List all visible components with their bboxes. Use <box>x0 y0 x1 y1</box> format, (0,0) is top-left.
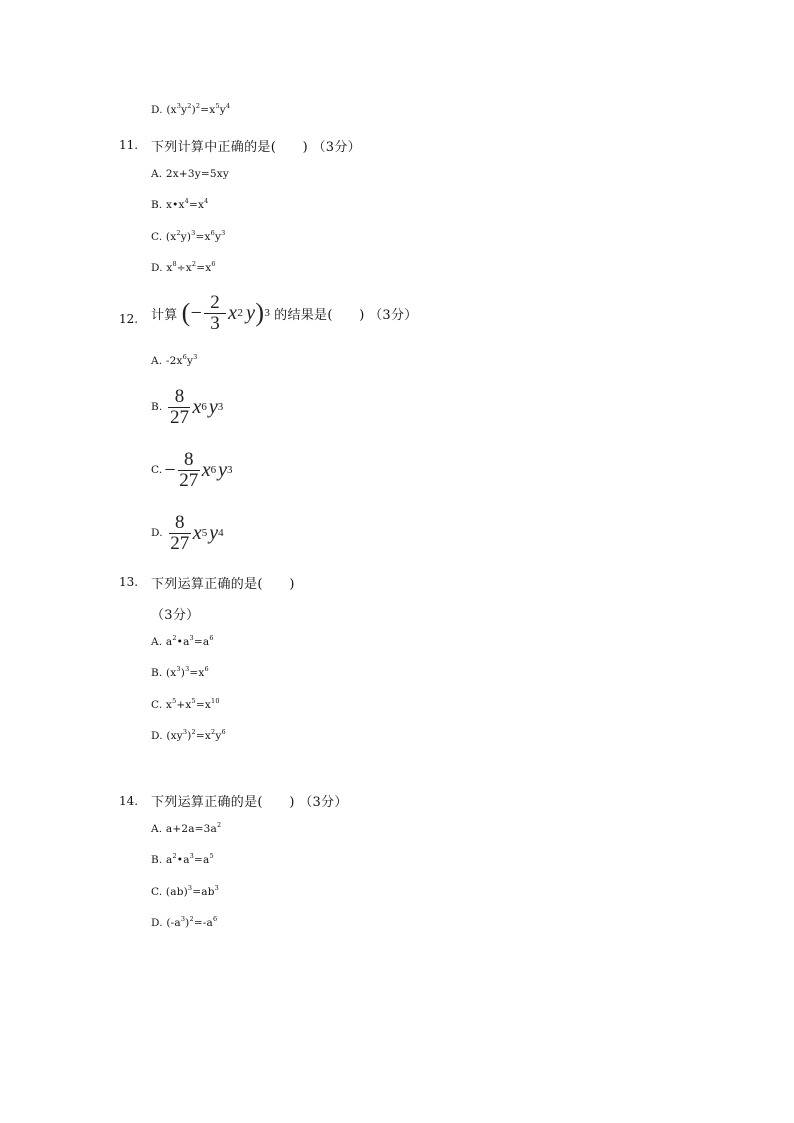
q14-option-a: A. $a+2a=3a^2$ <box>151 821 222 835</box>
q11-number: 11. <box>119 138 139 152</box>
q13-score: （3分） <box>151 608 200 623</box>
q14-option-c: C. $(ab)^3=ab^3$ <box>151 884 219 898</box>
q11-option-c: C. $(x^2y)^3=x^6y^3$ <box>151 229 226 243</box>
q12-expression: ( − $\frac{2}{3}$ x 2 y ) 3 <box>181 291 271 334</box>
q14-stem: 下列运算正确的是( ) （3分） <box>151 795 348 810</box>
q11-option-b: B. $x•x^4=x^4$ <box>151 197 209 211</box>
q10-option-d: D. $(x^3y^2)^2=x^5y^4$ <box>151 102 231 116</box>
q12-option-d: D. $\frac{8}{27}$ x 5 y 4 <box>151 511 224 554</box>
q13-stem: 下列运算正确的是( ) <box>151 577 295 592</box>
q13-option-a: A. $a^2•a^3=a^6$ <box>151 634 214 648</box>
q11-option-d: D. $x^8\div x^2=x^6$ <box>151 260 216 274</box>
q14-number: 14. <box>119 794 139 808</box>
q12-option-c: C. − $\frac{8}{27}$ x 6 y 3 <box>151 448 233 491</box>
q14-option-b: B. $a^2•a^3=a^5$ <box>151 852 214 866</box>
q13-option-d: D. $(xy^3)^2=x^2y^6$ <box>151 728 226 742</box>
q12-number: 12. <box>119 312 139 326</box>
q11-stem: 下列计算中正确的是( ) （3分） <box>151 140 361 155</box>
q12-fraction: $\frac{2}{3}$ <box>204 293 226 334</box>
q14-option-d: D. $(-a^3)^2=-a^6$ <box>151 915 218 929</box>
q13-option-b: B. $(x^3)^3=x^6$ <box>151 665 209 679</box>
q13-option-c: C. $x^5+x^5=x^{10}$ <box>151 697 220 711</box>
q12-option-a: A. $-2x^6y^3$ <box>151 353 198 367</box>
q11-option-a: A. 2x+3y=5xy <box>151 168 230 180</box>
q13-number: 13. <box>119 575 139 589</box>
q12-option-b: B. $\frac{8}{27}$ x 6 y 3 <box>151 385 224 428</box>
q12-stem: 计算 ( − $\frac{2}{3}$ x 2 y ) 3 的结果是( ) （3分） <box>151 291 418 334</box>
